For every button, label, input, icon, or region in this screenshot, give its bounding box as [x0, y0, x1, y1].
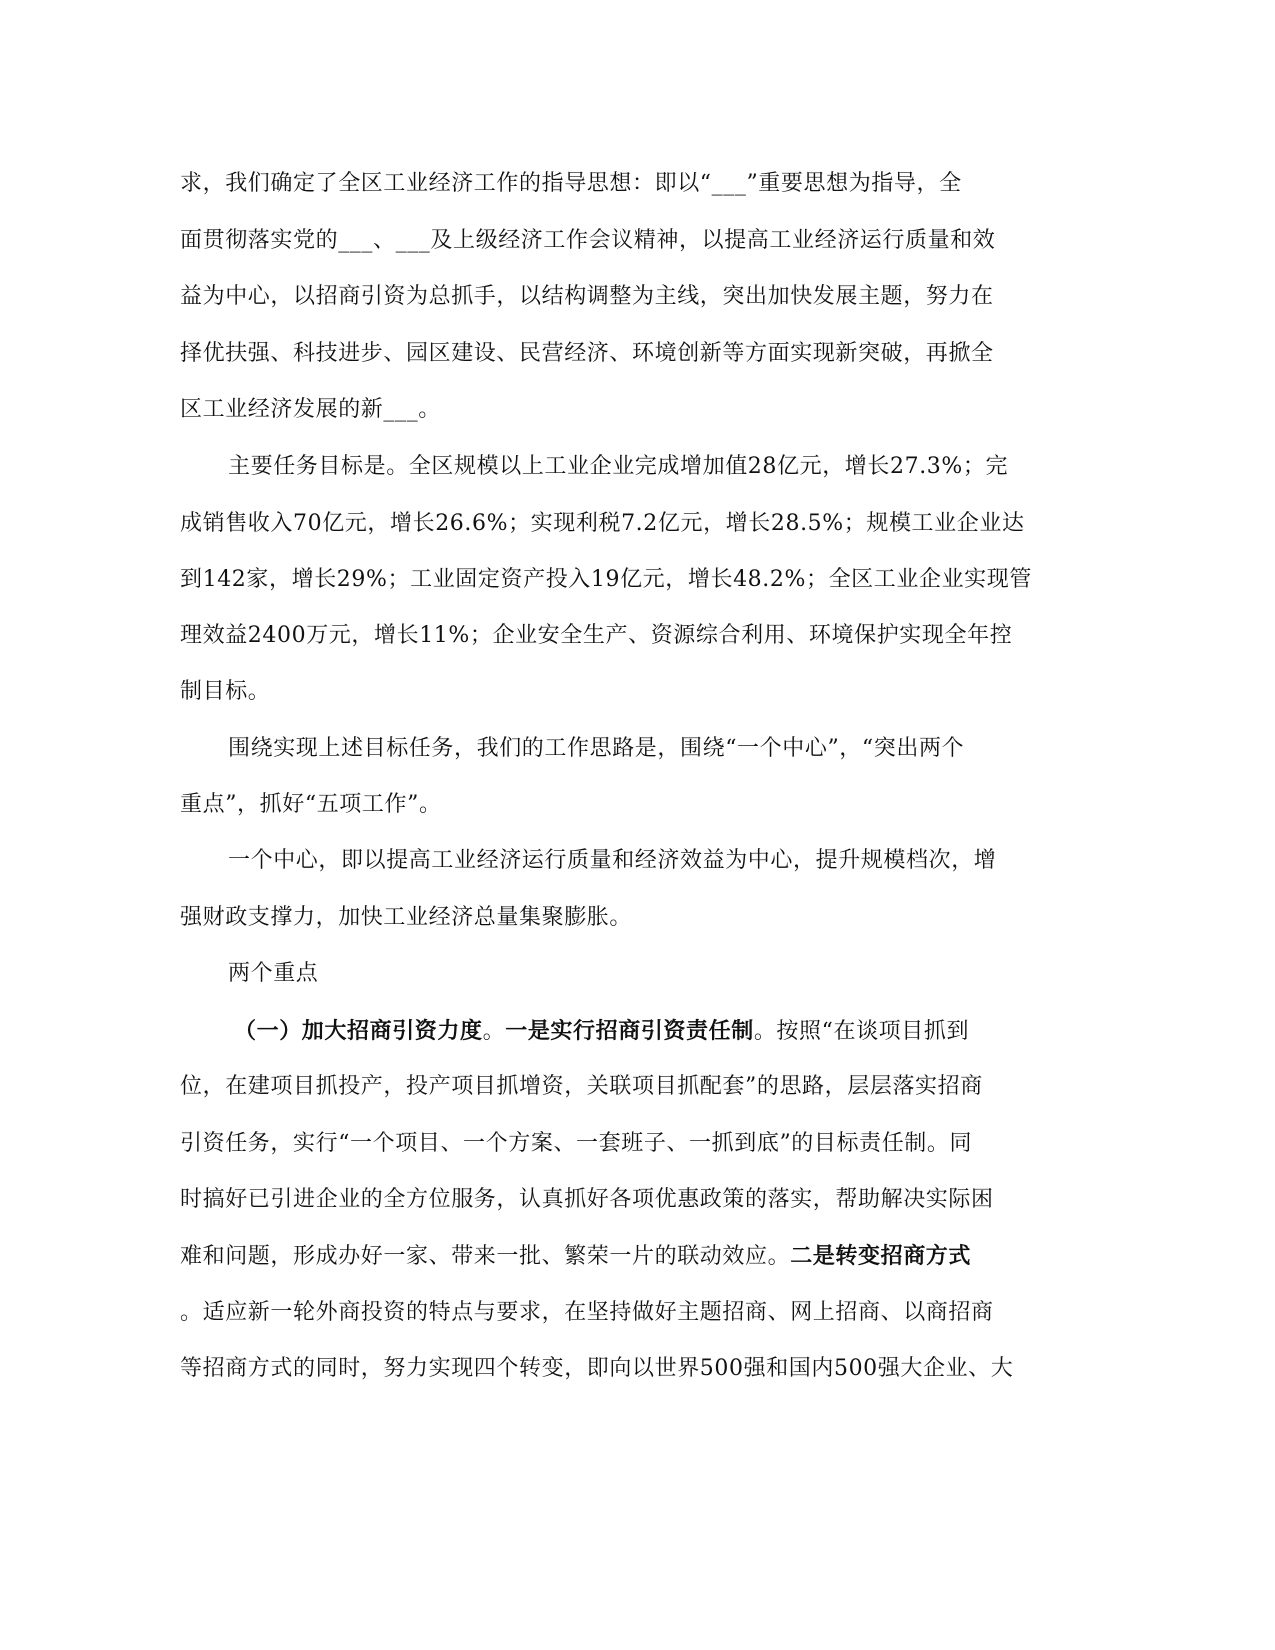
item-1-title: 一是实行招商引资责任制	[505, 1018, 754, 1044]
paragraph-line: 围绕实现上述目标任务，我们的工作思路是，围绕“一个中心”，“突出两个	[228, 736, 965, 761]
paragraph-line: 到142家，增长29%；工业固定资产投入19亿元，增长48.2%；全区工业企业实现管	[180, 567, 1032, 592]
paragraph-line: 引资任务，实行“一个项目、一个方案、一套班子、一抓到底”的目标责任制。同	[180, 1131, 973, 1156]
paragraph-line: 益为中心，以招商引资为总抓手，以结构调整为主线，突出加快发展主题，努力在	[180, 284, 994, 309]
paragraph-line: 面贯彻落实党的___、___及上级经济工作会议精神，以提高工业经济运行质量和效	[180, 228, 996, 253]
paragraph-text: 难和问题，形成办好一家、带来一批、繁荣一片的联动效应。	[180, 1244, 791, 1269]
paragraph-line: 成销售收入70亿元，增长26.6%；实现利税7.2亿元，增长28.5%；规模工业企业达	[180, 511, 1025, 536]
paragraph-line-with-heading	[180, 1236, 1040, 1276]
paragraph-line: 强财政支撑力，加快工业经济总量集聚膨胀。	[180, 905, 633, 930]
paragraph-line: 择优扶强、科技进步、园区建设、民营经济、环境创新等方面实现新突破，再掀全	[180, 341, 994, 366]
paragraph-line: 时搞好已引进企业的全方位服务，认真抓好各项优惠政策的落实，帮助解决实际困	[180, 1187, 994, 1212]
section-subheading: 两个重点	[228, 961, 319, 986]
paragraph-line: 重点”，抓好“五项工作”。	[180, 792, 442, 817]
separator: 。	[482, 1019, 506, 1044]
paragraph-line: 制目标。	[180, 679, 271, 704]
item-1-text: 。按照“在谈项目抓到	[753, 1019, 970, 1044]
section-heading-line	[234, 1011, 1040, 1051]
paragraph-line: 等招商方式的同时，努力实现四个转变，即向以世界500强和国内500强大企业、大	[180, 1356, 1014, 1381]
paragraph-line: 主要任务目标是。全区规模以上工业企业完成增加值28亿元，增长27.3%；完	[228, 454, 1009, 479]
paragraph-line: 。适应新一轮外商投资的特点与要求，在坚持做好主题招商、网上招商、以商招商	[180, 1300, 994, 1325]
paragraph-line: 理效益2400万元，增长11%；企业安全生产、资源综合利用、环境保护实现全年控	[180, 623, 1013, 648]
paragraph-line: 位，在建项目抓投产，投产项目抓增资，关联项目抓配套”的思路，层层落实招商	[180, 1074, 983, 1099]
paragraph-line: 区工业经济发展的新___。	[180, 397, 441, 422]
item-2-title: 二是转变招商方式	[790, 1243, 972, 1269]
paragraph-line: 一个中心，即以提高工业经济运行质量和经济效益为中心，提升规模档次，增	[228, 848, 997, 873]
section-heading: （一）加大招商引资力度	[234, 1018, 483, 1044]
paragraph-line: 求，我们确定了全区工业经济工作的指导思想：即以“___”重要思想为指导，全	[180, 171, 962, 196]
